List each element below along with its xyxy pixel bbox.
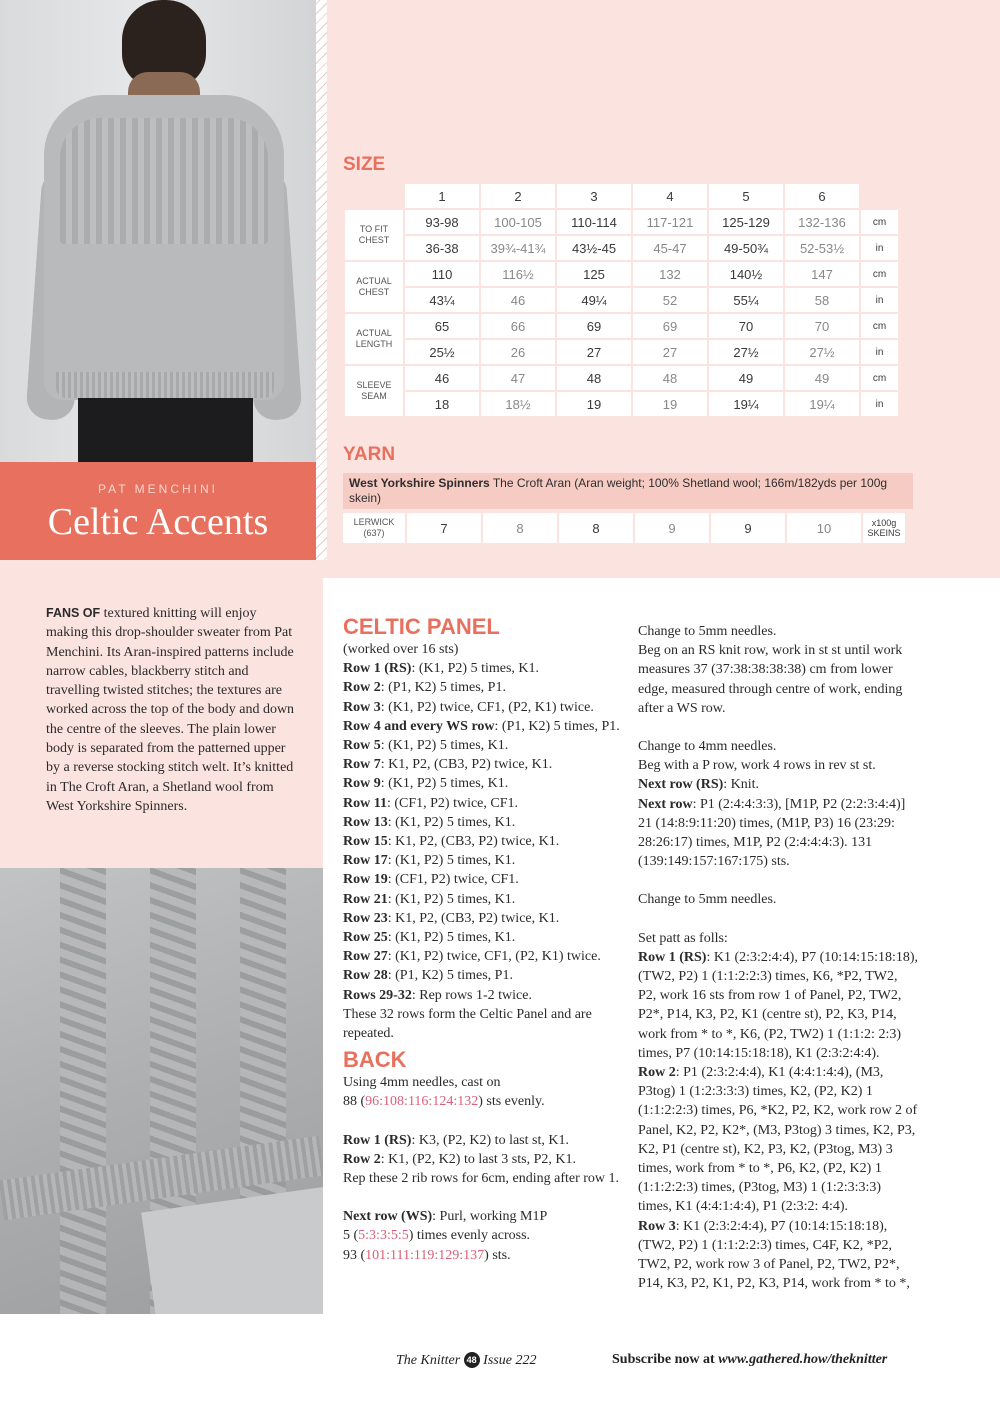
- size-row: [345, 340, 898, 364]
- size-row: [345, 262, 898, 286]
- subscribe-text: Subscribe now at: [612, 1352, 715, 1367]
- cell: 125-129: [709, 210, 783, 234]
- size-row: [345, 236, 898, 260]
- panel-row: Row 21: (K1, P2) 5 times, K1.: [343, 891, 516, 907]
- cell: 70: [709, 314, 783, 338]
- cell: 140½: [709, 262, 783, 286]
- panel-row: Row 4 and every WS row: (P1, K2) 5 times, P1.: [343, 718, 620, 734]
- cell: 46: [481, 288, 555, 312]
- instruction: Change to 5mm needles.: [638, 624, 777, 639]
- cell: 132-136: [785, 210, 859, 234]
- unit: cm: [861, 210, 898, 234]
- size-row: [345, 366, 898, 390]
- cell: 132: [633, 262, 707, 286]
- cell: 49-50¾: [709, 236, 783, 260]
- panel-row: Rows 29-32: Rep rows 1-2 twice.: [343, 987, 532, 1003]
- panel-row: Row 1 (RS): (K1, P2) 5 times, K1.: [343, 661, 540, 677]
- cell: 19: [557, 392, 631, 416]
- cell: 55¼: [709, 288, 783, 312]
- size-col: 6: [785, 184, 859, 208]
- cell: 19: [633, 392, 707, 416]
- back-next-row: Next row (WS): Purl, working M1P 5 (5:3:3:5:5) times evenly across. 93 (101:111:119:129:137) sts.: [343, 1209, 548, 1263]
- unit: cm: [861, 262, 898, 286]
- panel-row: Row 19: (CF1, P2) twice, CF1.: [343, 872, 519, 888]
- size-heading: SIZE: [343, 154, 386, 175]
- cell: 49¼: [557, 288, 631, 312]
- zigzag-divider: [315, 0, 327, 560]
- size-row: [345, 314, 898, 338]
- cell: 8: [483, 513, 557, 543]
- unit: in: [861, 236, 898, 260]
- size-col: 5: [709, 184, 783, 208]
- cell: 110-114: [557, 210, 631, 234]
- back-rep: Rep these 2 rib rows for 6cm, ending after row 1.: [343, 1171, 620, 1187]
- cell: 100-105: [481, 210, 555, 234]
- cell: 18: [405, 392, 479, 416]
- unit: cm: [861, 366, 898, 390]
- pattern-title: Celtic Accents: [47, 501, 269, 543]
- cell: 65: [405, 314, 479, 338]
- sweater-back-photo: [0, 0, 316, 462]
- unit: in: [861, 340, 898, 364]
- cell: 70: [785, 314, 859, 338]
- row-label: ACTUAL LENGTH: [345, 314, 403, 364]
- row-label: ACTUAL CHEST: [345, 262, 403, 312]
- cell: 52-53½: [785, 236, 859, 260]
- cell: 52: [633, 288, 707, 312]
- cell: 43½-45: [557, 236, 631, 260]
- page-number: 48: [464, 1352, 480, 1368]
- title-banner: [0, 462, 316, 560]
- yarn-description: [343, 473, 913, 509]
- issue-number: Issue 222: [483, 1353, 537, 1368]
- size-row: [345, 210, 898, 234]
- size-header-row: [345, 184, 898, 208]
- panel-row: Row 17: (K1, P2) 5 times, K1.: [343, 853, 516, 869]
- row-label: SLEEVE SEAM: [345, 366, 403, 416]
- back-heading: BACK: [343, 1047, 407, 1073]
- panel-row: Row 7: K1, P2, (CB3, P2) twice, K1.: [343, 757, 553, 773]
- size-col: 3: [557, 184, 631, 208]
- author-name: PAT MENCHINI: [97, 482, 218, 496]
- yarn-unit: x100g SKEINS: [863, 513, 905, 543]
- unit: in: [861, 288, 898, 312]
- cell: 27½: [785, 340, 859, 364]
- cell: 27½: [709, 340, 783, 364]
- instruction: Change to 5mm needles.: [638, 892, 777, 908]
- cell: 48: [633, 366, 707, 390]
- cell: 58: [785, 288, 859, 312]
- subscribe-link[interactable]: www.gathered.how/theknitter: [718, 1352, 888, 1367]
- panel-row: Row 23: K1, P2, (CB3, P2) twice, K1.: [343, 910, 560, 926]
- size-col: 1: [405, 184, 479, 208]
- cell: 18½: [481, 392, 555, 416]
- panel-row: Row 9: (K1, P2) 5 times, K1.: [343, 776, 509, 792]
- size-row: [345, 288, 898, 312]
- cell: 36-38: [405, 236, 479, 260]
- cell: 10: [787, 513, 861, 543]
- sweater-detail-photo: [0, 868, 323, 1314]
- cell: 46: [405, 366, 479, 390]
- cell: 8: [559, 513, 633, 543]
- cell: 66: [481, 314, 555, 338]
- unit: cm: [861, 314, 898, 338]
- panel-subtitle: (worked over 16 sts): [343, 642, 459, 657]
- intro-text: [46, 604, 296, 816]
- panel-row: Row 5: (K1, P2) 5 times, K1.: [343, 738, 509, 754]
- back-row: Row 2: K1, (P2, K2) to last 3 sts, P2, K1.: [343, 1151, 576, 1167]
- yarn-shade: LERWICK (637): [343, 513, 405, 543]
- cell: 43¼: [405, 288, 479, 312]
- intro-body: textured knitting will enjoy making this drop-shoulder sweater from Pat Menchini. Its Aran-inspired patterns include narrow cables, blackberry stitch and travelling twisted stitches; the textures are worked across the top of the body and down the centre of the sleeves. The plain lower body is separated from the patterned upper by a reverse stocking stitch welt. It’s knitted in The Croft Aran, a Shetland wool from West Yorkshire Spinners.: [46, 606, 295, 814]
- size-col: 4: [633, 184, 707, 208]
- instruction: Change to 4mm needles.: [638, 739, 777, 755]
- instruction: Row 2: P1 (2:3:2:4:4), K1 (4:4:1:4:4), (M3, P3tog) 1 (1:2:3:3:3) times, K2, (P2, K2) 1 (1:1:2:2:3) times, P6, *K2, P2, K2, work row 2 of Panel, K2, P2, K2*, (M3, P3tog) 3 times, K2, P3, K2, P1 (centre st), K2, P3, K2, (P3tog, M3) 3 times, work from * to *, P6, K2, (P2, K2) 1 (1:1:2:2:3) times, (P3tog, M3) 1 (1:2:3:3:3) times, K1 (4:4:1:4:4), P1 (2:3:2: 4:4).: [638, 1065, 918, 1215]
- yarn-table: [341, 511, 907, 545]
- cell: 39¾-41¾: [481, 236, 555, 260]
- instruction: Next row (RS): Knit.: [638, 777, 760, 793]
- cell: 19¼: [785, 392, 859, 416]
- row-label: TO FIT CHEST: [345, 210, 403, 260]
- instruction: Set patt as folls:: [638, 930, 728, 946]
- yarn-brand: West Yorkshire Spinners: [349, 476, 490, 490]
- cell: 49: [785, 366, 859, 390]
- cell: 147: [785, 262, 859, 286]
- cell: 25½: [405, 340, 479, 364]
- panel-row: Row 2: (P1, K2) 5 times, P1.: [343, 680, 506, 696]
- magazine-name: The Knitter: [396, 1353, 461, 1368]
- instruction: Row 1 (RS): K1 (2:3:2:4:4), P7 (10:14:15:18:18), (TW2, P2) 1 (1:1:2:2:3) times, K6, *P2, TW2, P2, work 16 sts from row 1 of Panel, P2, TW2, P2*, P14, K3, P2, K1 (centre st), P2, K3, P14, work from * to *, K6, (P2, TW2) 1 (1:1:2: 2:3) times, P7 (10:14:15:18:18), K1 (2:3:2:4:4).: [638, 949, 919, 1061]
- pattern-column-2: [343, 614, 623, 1265]
- pattern-column-3: [638, 622, 918, 1294]
- panel-row: Row 28: (P1, K2) 5 times, P1.: [343, 968, 513, 984]
- panel-row: Row 3: (K1, P2) twice, CF1, (P2, K1) twice.: [343, 699, 594, 715]
- celtic-panel-heading: CELTIC PANEL: [343, 614, 500, 639]
- instruction: Beg on an RS knit row, work in st st until work measures 37 (37:38:38:38:38) cm from lower edge, measured through centre of work, ending after a WS row.: [638, 643, 903, 716]
- cell: 27: [633, 340, 707, 364]
- cell: 93-98: [405, 210, 479, 234]
- instruction: Next row: P1 (2:4:4:3:3), [M1P, P2 (2:2:3:4:4)] 21 (14:8:9:11:20) times, (M1P, P3) 16 (23:29: 28:26:17) times, M1P, P2 (2:4:4:4:3). 131 (139:149:157:167:175) sts.: [638, 796, 906, 870]
- cell: 26: [481, 340, 555, 364]
- back-row: Row 1 (RS): K3, (P2, K2) to last st, K1.: [343, 1132, 569, 1148]
- panel-row: Row 15: K1, P2, (CB3, P2) twice, K1.: [343, 834, 560, 850]
- cell: 45-47: [633, 236, 707, 260]
- footer-left: [396, 1352, 536, 1369]
- cell: 9: [711, 513, 785, 543]
- size-table: [343, 182, 900, 418]
- cell: 7: [407, 513, 481, 543]
- cell: 47: [481, 366, 555, 390]
- instruction: Beg with a P row, work 4 rows in rev st st.: [638, 758, 876, 774]
- cell: 125: [557, 262, 631, 286]
- cell: 69: [633, 314, 707, 338]
- cell: 117-121: [633, 210, 707, 234]
- cell: 19¼: [709, 392, 783, 416]
- cell: 116½: [481, 262, 555, 286]
- intro-lead: FANS OF: [46, 606, 101, 620]
- cell: 27: [557, 340, 631, 364]
- instruction: Row 3: K1 (2:3:2:4:4), P7 (10:14:15:18:18), (TW2, P2) 1 (1:1:2:2:3) times, C4F, K2, *P2, TW2, P2, work row 3 of Panel, P2, TW2, P2*, P14, K3, P2, K1, P2, K3, P14, work from * to *,: [638, 1218, 910, 1292]
- cell: 110: [405, 262, 479, 286]
- cell: 69: [557, 314, 631, 338]
- footer-right: [612, 1352, 887, 1368]
- panel-row: Row 27: (K1, P2) twice, CF1, (P2, K1) twice.: [343, 949, 601, 965]
- size-col: 2: [481, 184, 555, 208]
- yarn-heading: YARN: [343, 444, 396, 465]
- cell: 9: [635, 513, 709, 543]
- cell: 49: [709, 366, 783, 390]
- size-row: [345, 392, 898, 416]
- panel-row: Row 13: (K1, P2) 5 times, K1.: [343, 814, 516, 830]
- cell: 48: [557, 366, 631, 390]
- panel-row: Row 25: (K1, P2) 5 times, K1.: [343, 930, 516, 946]
- unit: in: [861, 392, 898, 416]
- back-cast-on: Using 4mm needles, cast on 88 (96:108:116:124:132) sts evenly.: [343, 1075, 545, 1110]
- yarn-details: The Croft Aran (Aran weight; 100% Shetland wool; 166m/182yds per 100g skein): [349, 476, 888, 505]
- panel-closing: These 32 rows form the Celtic Panel and are repeated.: [343, 1006, 592, 1042]
- panel-row: Row 11: (CF1, P2) twice, CF1.: [343, 795, 519, 811]
